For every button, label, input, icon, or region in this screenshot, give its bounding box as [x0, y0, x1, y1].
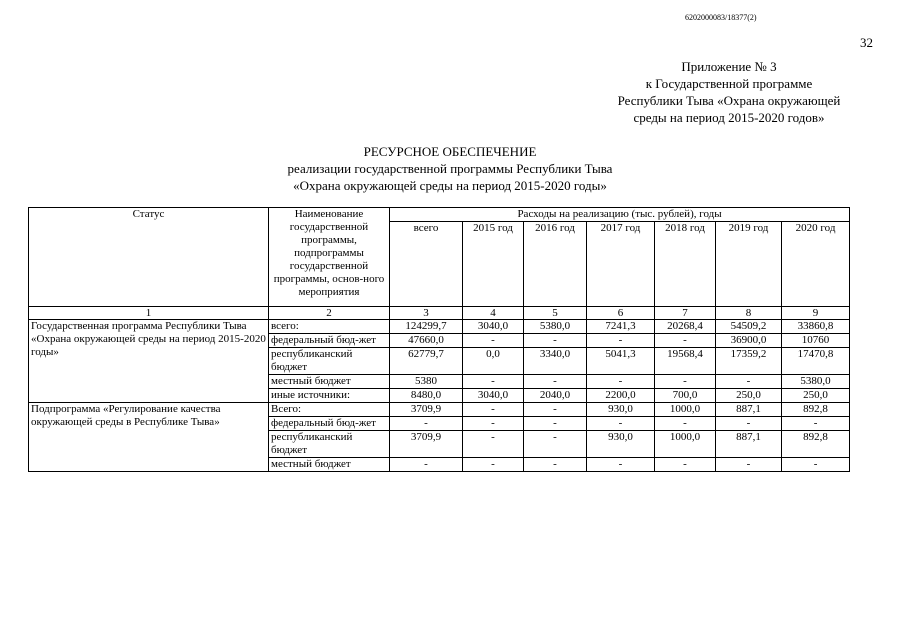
column-number: 5 — [524, 307, 587, 320]
value-cell: - — [782, 458, 850, 472]
value-cell: - — [655, 375, 716, 389]
header-col: 2016 год — [524, 222, 587, 307]
value-cell: 700,0 — [655, 389, 716, 403]
value-cell: 3040,0 — [463, 320, 524, 334]
column-number: 2 — [269, 307, 390, 320]
value-cell: - — [655, 334, 716, 348]
value-cell: - — [463, 431, 524, 458]
value-cell: - — [587, 334, 655, 348]
document-title — [190, 143, 710, 194]
funding-source-cell: Всего: — [269, 403, 390, 417]
value-cell: 930,0 — [587, 431, 655, 458]
funding-source-cell: местный бюджет — [269, 375, 390, 389]
value-cell: - — [390, 458, 463, 472]
value-cell: 19568,4 — [655, 348, 716, 375]
value-cell: 892,8 — [782, 403, 850, 417]
value-cell: 892,8 — [782, 431, 850, 458]
funding-source-cell: всего: — [269, 320, 390, 334]
funding-source-cell: местный бюджет — [269, 458, 390, 472]
header-col: 2018 год — [655, 222, 716, 307]
title-line: реализации государственной программы Республики Тыва — [287, 161, 613, 176]
header-row — [29, 208, 850, 222]
column-numbers-row — [29, 307, 850, 320]
title-line: РЕСУРСНОЕ ОБЕСПЕЧЕНИЕ — [363, 144, 537, 159]
value-cell: 3040,0 — [463, 389, 524, 403]
document-stamp: 6202000083/18377(2) — [685, 13, 757, 22]
resource-table — [28, 207, 850, 472]
value-cell: 17470,8 — [782, 348, 850, 375]
value-cell: - — [390, 417, 463, 431]
value-cell: - — [463, 417, 524, 431]
value-cell: - — [463, 375, 524, 389]
title-line: «Охрана окружающей среды на период 2015-2020 годы» — [293, 178, 607, 193]
value-cell: 2040,0 — [524, 389, 587, 403]
value-cell: 1000,0 — [655, 431, 716, 458]
funding-source-cell: республиканский бюджет — [269, 348, 390, 375]
value-cell: 5041,3 — [587, 348, 655, 375]
value-cell: 33860,8 — [782, 320, 850, 334]
column-number: 9 — [782, 307, 850, 320]
value-cell: 47660,0 — [390, 334, 463, 348]
header-col: всего — [390, 222, 463, 307]
column-number: 3 — [390, 307, 463, 320]
value-cell: - — [524, 403, 587, 417]
value-cell: 124299,7 — [390, 320, 463, 334]
value-cell: 62779,7 — [390, 348, 463, 375]
value-cell: 5380,0 — [782, 375, 850, 389]
funding-source-cell: федеральный бюд-жет — [269, 334, 390, 348]
value-cell: 3709,9 — [390, 403, 463, 417]
value-cell: 3340,0 — [524, 348, 587, 375]
header-col: 2020 год — [782, 222, 850, 307]
appendix-line: Республики Тыва «Охрана окружающей — [617, 93, 841, 108]
value-cell: - — [655, 417, 716, 431]
value-cell: 20268,4 — [655, 320, 716, 334]
value-cell: - — [524, 417, 587, 431]
value-cell: - — [463, 334, 524, 348]
status-cell: Подпрограмма «Регулирование качества окружающей среды в Республике Тыва» — [29, 403, 269, 472]
value-cell: 5380,0 — [524, 320, 587, 334]
value-cell: 0,0 — [463, 348, 524, 375]
table-row — [29, 403, 850, 417]
column-number: 8 — [716, 307, 782, 320]
header-name: Наименование государственной программы, подпрограммы государственной программы, основ-ного мероприятия — [269, 208, 390, 307]
value-cell: 887,1 — [716, 431, 782, 458]
value-cell: 250,0 — [716, 389, 782, 403]
funding-source-cell: федеральный бюд-жет — [269, 417, 390, 431]
value-cell: 2200,0 — [587, 389, 655, 403]
column-number: 6 — [587, 307, 655, 320]
value-cell: - — [782, 417, 850, 431]
appendix-line: Приложение № 3 — [681, 59, 777, 74]
value-cell: - — [587, 375, 655, 389]
value-cell: - — [587, 417, 655, 431]
appendix-line: к Государственной программе — [645, 76, 813, 91]
funding-source-cell: республиканский бюджет — [269, 431, 390, 458]
value-cell: 36900,0 — [716, 334, 782, 348]
value-cell: 10760 — [782, 334, 850, 348]
header-status: Статус — [29, 208, 269, 307]
table-row — [29, 320, 850, 334]
value-cell: 5380 — [390, 375, 463, 389]
value-cell: 1000,0 — [655, 403, 716, 417]
value-cell: 8480,0 — [390, 389, 463, 403]
value-cell: - — [524, 458, 587, 472]
value-cell: - — [716, 417, 782, 431]
value-cell: 250,0 — [782, 389, 850, 403]
appendix-line: среды на период 2015-2020 годов» — [633, 110, 825, 125]
header-col: 2017 год — [587, 222, 655, 307]
value-cell: 7241,3 — [587, 320, 655, 334]
column-number: 4 — [463, 307, 524, 320]
appendix-header — [589, 58, 869, 126]
value-cell: - — [587, 458, 655, 472]
value-cell: - — [655, 458, 716, 472]
status-cell: Государственная программа Республики Тыва «Охрана окружающей среды на период 2015-2020 годы» — [29, 320, 269, 403]
funding-source-cell: иные источники: — [269, 389, 390, 403]
value-cell: - — [463, 458, 524, 472]
header-col: 2015 год — [463, 222, 524, 307]
value-cell: - — [463, 403, 524, 417]
value-cell: - — [716, 458, 782, 472]
value-cell: 930,0 — [587, 403, 655, 417]
column-number: 1 — [29, 307, 269, 320]
header-col: 2019 год — [716, 222, 782, 307]
value-cell: - — [524, 431, 587, 458]
value-cell: 3709,9 — [390, 431, 463, 458]
value-cell: 17359,2 — [716, 348, 782, 375]
value-cell: 887,1 — [716, 403, 782, 417]
page-number: 32 — [860, 35, 873, 50]
value-cell: - — [524, 375, 587, 389]
value-cell: 54509,2 — [716, 320, 782, 334]
header-expenses: Расходы на реализацию (тыс. рублей), годы — [390, 208, 850, 222]
column-number: 7 — [655, 307, 716, 320]
value-cell: - — [716, 375, 782, 389]
value-cell: - — [524, 334, 587, 348]
